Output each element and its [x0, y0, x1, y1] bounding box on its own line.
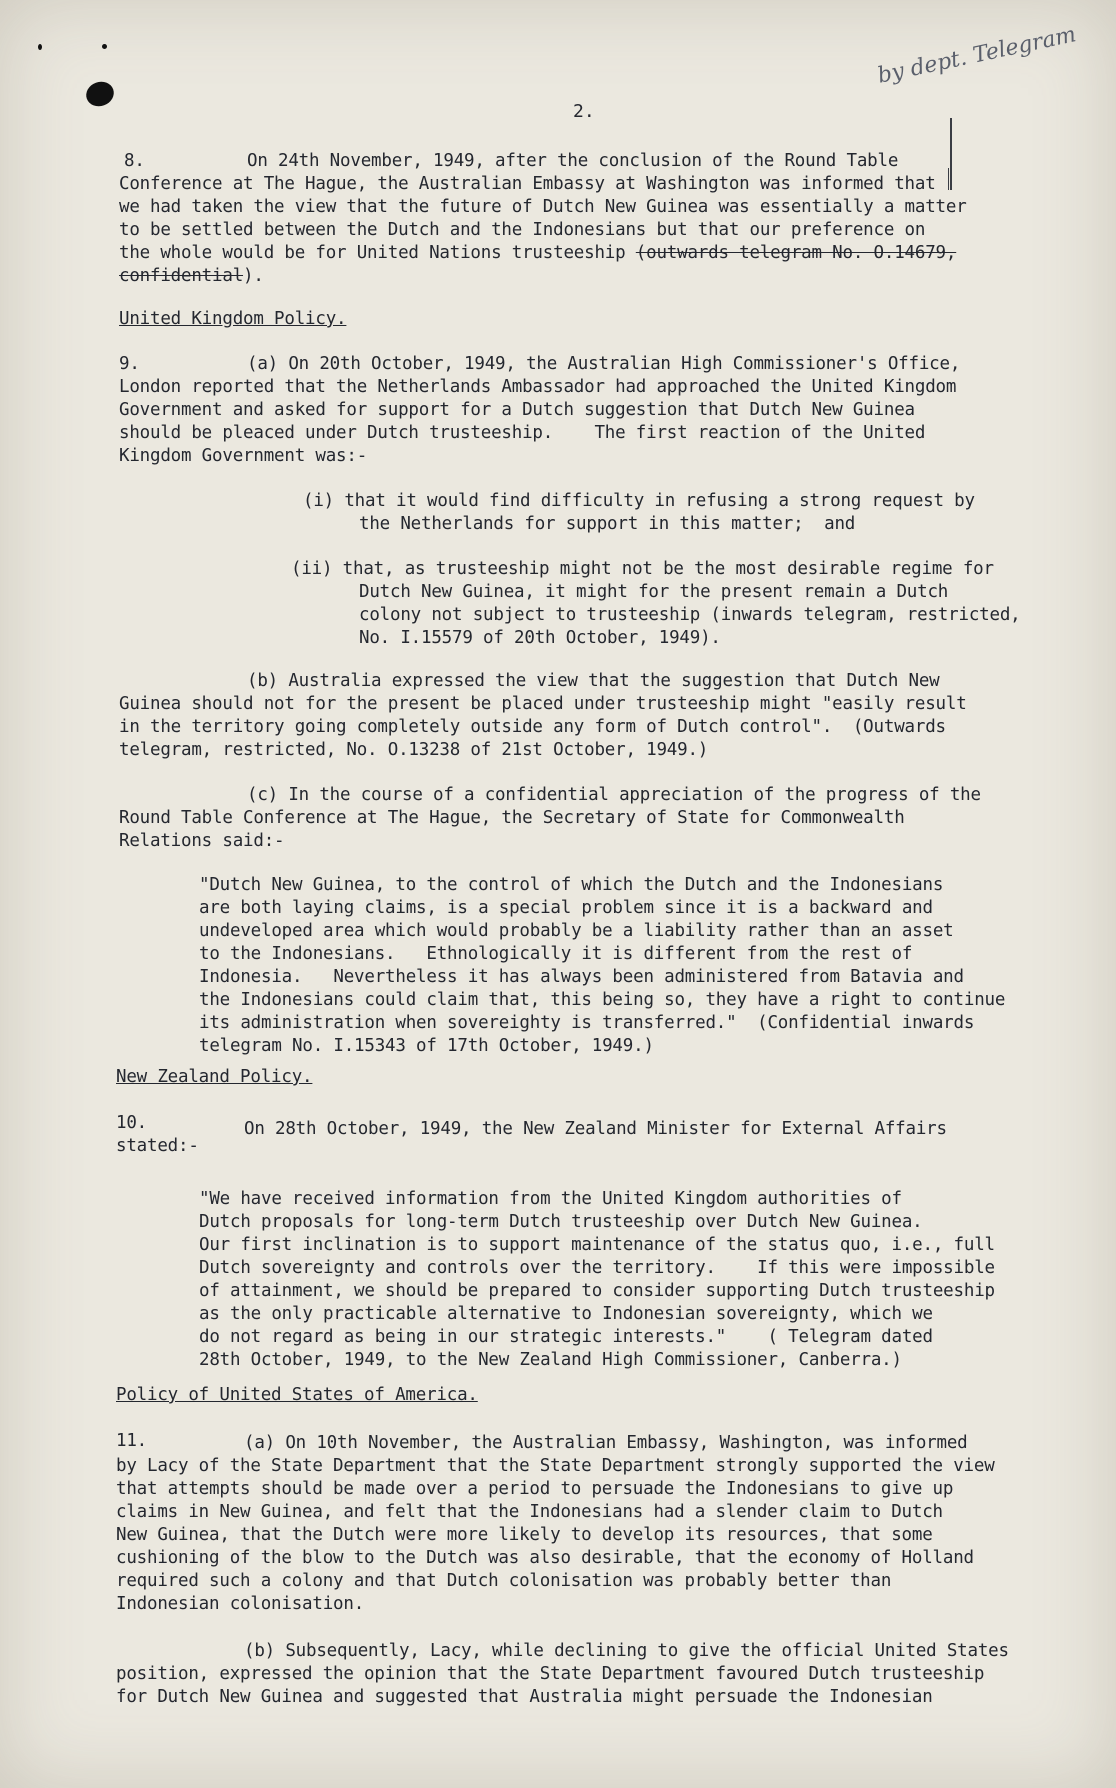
- quote-line: to the Indonesians. Ethnologically it is different from the rest of: [199, 944, 913, 964]
- section-heading-us: Policy of United States of America.: [116, 1385, 478, 1405]
- handwritten-margin-line: [950, 118, 952, 190]
- ink-speck: [102, 44, 107, 49]
- paragraph-line: On 24th November, 1949, after the conclusion of the Round Table: [247, 151, 899, 171]
- paragraph-number: 9.: [119, 354, 140, 374]
- quote-line: Dutch proposals for long-term Dutch trusteeship over Dutch New Guinea.: [199, 1212, 923, 1232]
- paragraph-line: Kingdom Government was:-: [119, 446, 368, 466]
- paragraph-line: in the territory going completely outside any form of Dutch control". (Outwards: [119, 717, 946, 737]
- quote-line: telegram No. I.15343 of 17th October, 1949.): [199, 1036, 654, 1056]
- paragraph-line: On 28th October, 1949, the New Zealand Minister for External Affairs: [244, 1119, 947, 1139]
- paragraph-line: London reported that the Netherlands Ambassador had approached the United Kingdom: [119, 377, 957, 397]
- handwritten-note: by dept. Telegram: [875, 22, 1079, 89]
- paragraph-line: Government and asked for support for a Dutch suggestion that Dutch New Guinea: [119, 400, 915, 420]
- paragraph-line: required such a colony and that Dutch colonisation was probably better than: [116, 1571, 892, 1591]
- list-item-line: the Netherlands for support in this matter; and: [359, 514, 856, 534]
- list-item-line: colony not subject to trusteeship (inwards telegram, restricted,: [359, 605, 1021, 625]
- paragraph-line: claims in New Guinea, and felt that the Indonesians had a slender claim to Dutch: [116, 1502, 943, 1522]
- paragraph-line: Guinea should not for the present be placed under trusteeship might "easily result: [119, 694, 967, 714]
- struck-reference: (outwards telegram No. O.14679,: [635, 243, 957, 263]
- quote-line: Our first inclination is to support maintenance of the status quo, i.e., full: [199, 1235, 995, 1255]
- quote-line: do not regard as being in our strategic interests." ( Telegram dated: [199, 1327, 933, 1347]
- quote-line: the Indonesians could claim that, this being so, they have a right to continue: [199, 990, 1006, 1010]
- handwritten-margin-line: [948, 168, 949, 190]
- paragraph-line: (a) On 10th November, the Australian Embassy, Washington, was informed: [244, 1433, 968, 1453]
- quote-line: "We have received information from the United Kingdom authorities of: [199, 1189, 902, 1209]
- paragraph-line: (b) Australia expressed the view that the suggestion that Dutch New: [247, 671, 940, 691]
- section-heading-uk: United Kingdom Policy.: [119, 309, 347, 329]
- paragraph-number: 10.: [116, 1113, 148, 1133]
- paragraph-line: telegram, restricted, No. O.13238 of 21st October, 1949.): [119, 740, 709, 760]
- text-run: the whole would be for United Nations trusteeship: [119, 243, 636, 263]
- paragraph-line: (c) In the course of a confidential appreciation of the progress of the: [247, 785, 981, 805]
- section-heading-nz: New Zealand Policy.: [116, 1067, 313, 1087]
- paragraph-line: Round Table Conference at The Hague, the Secretary of State for Commonwealth: [119, 808, 905, 828]
- quote-line: of attainment, we should be prepared to consider supporting Dutch trusteeship: [199, 1281, 995, 1301]
- paragraph-line: Conference at The Hague, the Australian Embassy at Washington was informed that: [119, 174, 936, 194]
- quote-line: 28th October, 1949, to the New Zealand High Commissioner, Canberra.): [199, 1350, 902, 1370]
- quote-line: "Dutch New Guinea, to the control of which the Dutch and the Indonesians: [199, 875, 944, 895]
- paragraph-number: 11.: [116, 1431, 148, 1451]
- quote-line: as the only practicable alternative to Indonesian sovereignty, which we: [199, 1304, 933, 1324]
- quote-line: undeveloped area which would probably be a liability rather than an asset: [199, 921, 954, 941]
- quote-line: its administration when sovereighty is transferred." (Confidential inwards: [199, 1013, 975, 1033]
- paragraph-line: Relations said:-: [119, 831, 285, 851]
- text-run: ).: [243, 266, 264, 286]
- struck-text: confidential: [119, 266, 244, 286]
- list-item-line: (ii) that, as trusteeship might not be the most desirable regime for: [291, 559, 994, 579]
- page-number: 2.: [573, 101, 595, 122]
- paragraph-line: we had taken the view that the future of Dutch New Guinea was essentially a matter: [119, 197, 967, 217]
- paragraph-line: (b) Subsequently, Lacy, while declining to give the official United States: [244, 1641, 1009, 1661]
- list-item-line: (i) that it would find difficulty in refusing a strong request by: [303, 491, 975, 511]
- list-item-line: Dutch New Guinea, it might for the present remain a Dutch: [359, 582, 949, 602]
- quote-line: Dutch sovereignty and controls over the territory. If this were impossible: [199, 1258, 995, 1278]
- paragraph-line: [119, 265, 264, 287]
- paragraph-line: position, expressed the opinion that the State Department favoured Dutch trusteeship: [116, 1664, 985, 1684]
- paragraph-line: cushioning of the blow to the Dutch was also desirable, that the economy of Holland: [116, 1548, 974, 1568]
- ink-blot: [83, 78, 118, 110]
- list-item-line: No. I.15579 of 20th October, 1949).: [359, 628, 721, 648]
- paragraph-line: to be settled between the Dutch and the Indonesians but that our preference on: [119, 220, 926, 240]
- paragraph-line: Indonesian colonisation.: [116, 1594, 365, 1614]
- paragraph-line: that attempts should be made over a period to persuade the Indonesians to give up: [116, 1479, 954, 1499]
- paragraph-line: for Dutch New Guinea and suggested that Australia might persuade the Indonesian: [116, 1687, 933, 1707]
- quote-line: are both laying claims, is a special problem since it is a backward and: [199, 898, 933, 918]
- ink-speck: [38, 44, 42, 50]
- paragraph-line: stated:-: [116, 1136, 199, 1156]
- paragraph-line: should be pleaced under Dutch trusteeship. The first reaction of the United: [119, 423, 926, 443]
- paragraph-line: by Lacy of the State Department that the State Department strongly supported the view: [116, 1456, 995, 1476]
- quote-line: Indonesia. Nevertheless it has always been administered from Batavia and: [199, 967, 964, 987]
- paragraph-line: New Guinea, that the Dutch were more likely to develop its resources, that some: [116, 1525, 933, 1545]
- paragraph-number: 8.: [124, 151, 145, 171]
- paragraph-line: [119, 242, 956, 264]
- paragraph-line: (a) On 20th October, 1949, the Australian High Commissioner's Office,: [247, 354, 961, 374]
